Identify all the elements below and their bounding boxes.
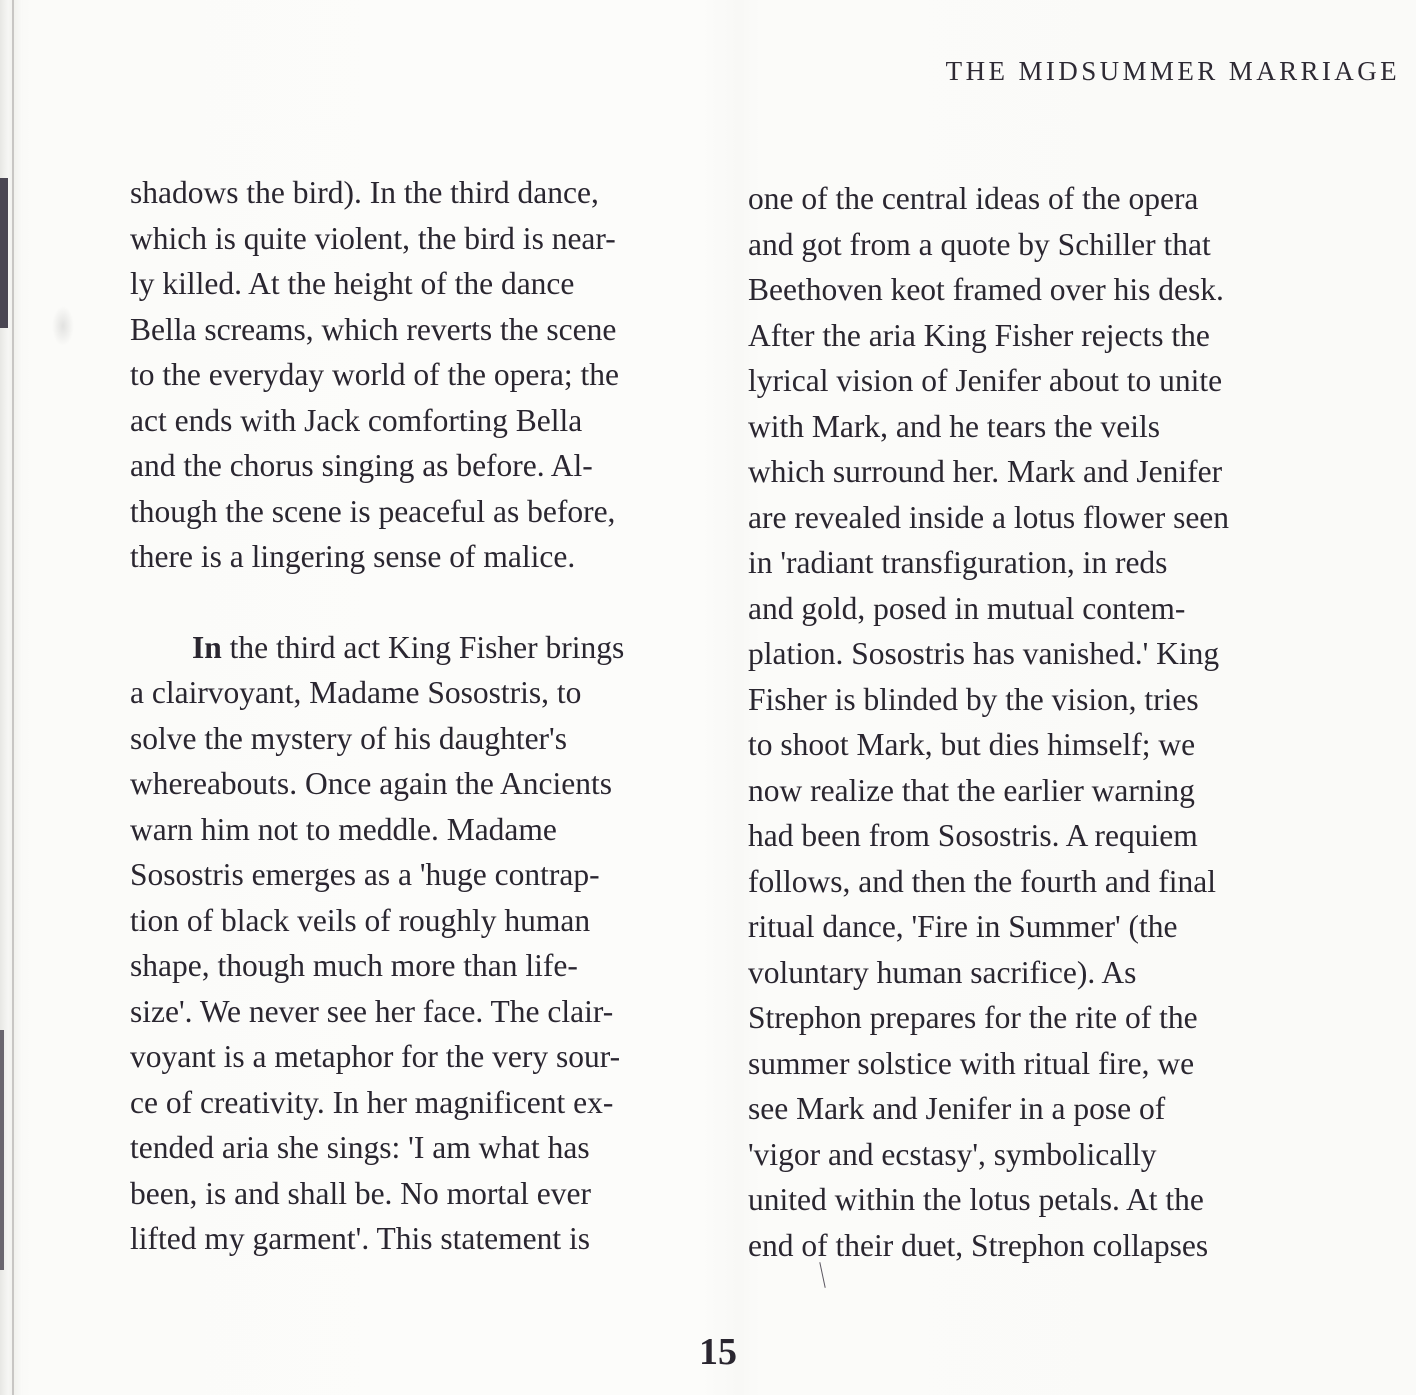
paragraph [130,170,720,580]
text-line: ly killed. At the height of the dance [130,266,575,301]
text-line: Beethoven keot framed over his desk. [748,272,1224,307]
text-line: size'. We never see her face. The clair- [130,993,614,1029]
paragraph [130,625,720,1262]
binding-crease [12,0,14,1395]
text-line: act ends with Jack comforting Bella [130,402,583,438]
text-line: to shoot Mark, but dies himself; we [748,727,1196,762]
text-line: which is quite violent, the bird is near- [130,220,616,256]
text-line: see Mark and Jenifer in a pose of [748,1091,1166,1126]
text-line: end of their duet, Strephon collapses [748,1227,1209,1263]
text-line [130,625,720,671]
text-line: though the scene is peaceful as before, [130,493,616,529]
right-column [748,176,1348,1268]
text-line: a clairvoyant, Madame Sosostris, to [130,675,582,710]
text-line: lifted my garment'. This statement is [130,1221,591,1256]
page-number: 15 [699,1331,737,1373]
text-line: After the aria King Fisher rejects the [748,317,1210,353]
text-line: which surround her. Mark and Jenifer [748,454,1223,489]
text-line: tended aria she sings: 'I am what has [130,1130,590,1165]
text-line: ritual dance, 'Fire in Summer' (the [748,909,1178,944]
text-line: 'vigor and ecstasy', symbolically [748,1136,1157,1172]
text-line: to the everyday world of the opera; the [130,357,619,392]
paper-smudge [52,306,74,346]
text-line: Strephon prepares for the rite of the [748,1000,1198,1035]
text-line: plation. Sosostris has vanished.' King [748,636,1220,671]
text-line: summer solstice with ritual fire, we [748,1045,1195,1081]
text-fragment: the third act King Fisher brings [221,629,625,665]
text-line: had been from Sosostris. A requiem [748,818,1198,853]
text-line: and gold, posed in mutual contem- [748,590,1186,626]
text-line: whereabouts. Once again the Ancients [130,766,612,801]
running-title: THE MIDSUMMER MARRIAGE [945,56,1400,86]
text-line: voyant is a metaphor for the very sour- [130,1039,621,1074]
text-line: warn him not to meddle. Madame [130,811,557,847]
text-line: tion of black veils of roughly human [130,902,591,938]
text-line: Bella screams, which reverts the scene [130,311,617,347]
paragraph-lead-word: In [192,629,222,665]
text-line: now realize that the earlier warning [748,772,1195,808]
binding-shadow [0,1030,4,1270]
page-binding [0,0,22,1395]
text-line: united within the lotus petals. At the [748,1182,1204,1217]
text-line: lyrical vision of Jenifer about to unite [748,363,1223,398]
text-line: ce of creativity. In her magnificent ex- [130,1084,614,1120]
text-line: been, is and shall be. No mortal ever [130,1175,591,1211]
binding-shadow [0,178,8,328]
text-line: shape, though much more than life- [130,948,578,983]
text-line: and the chorus singing as before. Al- [130,448,593,483]
text-line: shadows the bird). In the third dance, [130,175,599,210]
text-line: one of the central ideas of the opera [748,181,1199,216]
text-line: there is a lingering sense of malice. [130,539,576,574]
text-line: with Mark, and he tears the veils [748,408,1161,444]
text-line: Sosostris emerges as a 'huge contrap- [130,857,600,892]
paragraph-spacer [130,580,720,625]
text-line: Fisher is blinded by the vision, tries [748,681,1199,717]
text-line: solve the mystery of his daughter's [130,720,567,756]
text-line: in 'radiant transfiguration, in reds [748,545,1168,580]
text-line: are revealed inside a lotus flower seen [748,499,1230,535]
left-column [130,170,720,1262]
text-line: and got from a quote by Schiller that [748,226,1211,262]
text-line: follows, and then the fourth and final [748,863,1217,899]
text-line: voluntary human sacrifice). As [748,954,1137,990]
